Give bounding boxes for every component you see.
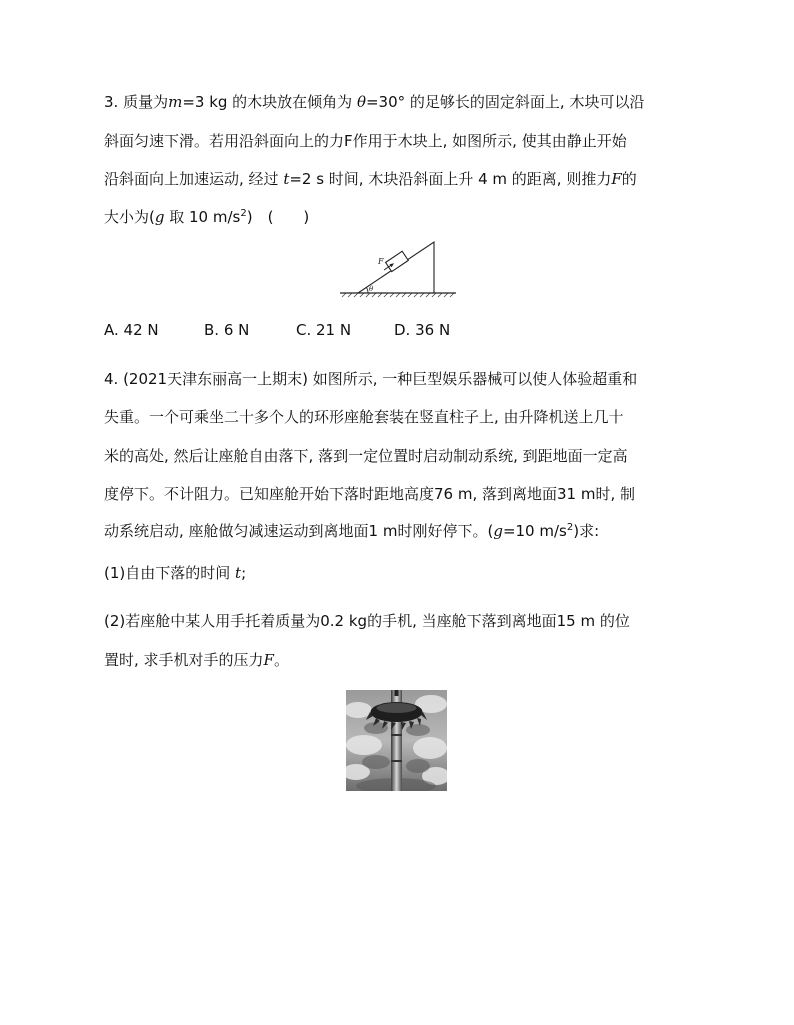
q3-line1-mid2: =30° 的足够长的固定斜面上, 木块可以沿 — [365, 93, 645, 111]
question-3-line-1 — [104, 92, 704, 112]
angle-arc — [366, 287, 368, 293]
choice-c[interactable]: C. 21 N — [296, 321, 352, 339]
force-label: F — [378, 257, 384, 266]
q3-line1-mid1: =3 kg 的木块放在倾角为 — [182, 93, 357, 111]
sub2-line2-post: 。 — [273, 651, 289, 669]
sub2-line2-pre: 置时, 求手机对手的压力 — [104, 651, 264, 669]
sub1-post: ; — [241, 564, 247, 582]
time-symbol-q4: t — [235, 564, 242, 582]
q3-line3-mid: =2 s 时间, 木块沿斜面上升 4 m 的距离, 则推力 — [289, 170, 612, 188]
tower-antenna — [395, 690, 399, 696]
tower-band — [391, 734, 402, 736]
question-3-line-3 — [104, 169, 704, 189]
question-4-line-3: 米的高处, 然后让座舱自由落下, 落到一定位置时启动制动系统, 到距地面一定高 — [104, 447, 628, 465]
exponent-2-q4: 2 — [566, 522, 574, 533]
exponent-2: 2 — [240, 208, 247, 219]
theta-symbol: θ — [356, 93, 366, 111]
question-4-line-1: 4. (2021天津东丽高一上期末) 如图所示, 一种巨型娱乐器械可以使人体验超重和 — [104, 370, 638, 388]
force-symbol-q4: F — [263, 651, 274, 669]
incline-diagram — [338, 236, 458, 300]
q4-line5-post: )求: — [573, 522, 600, 540]
q4-line5-mid: =10 m/s — [502, 522, 567, 540]
sub-question-1 — [104, 563, 704, 583]
angle-label: θ — [369, 285, 374, 293]
cabin-top — [377, 703, 417, 713]
answer-choices — [104, 320, 604, 340]
question-4-line-5 — [104, 521, 704, 541]
choice-a[interactable]: A. 42 N — [104, 321, 159, 339]
sub-question-2-line-1: (2)若座舱中某人用手托着质量为0.2 kg的手机, 当座舱下落到离地面15 m 的位 — [104, 612, 630, 630]
drop-tower-photo — [346, 690, 447, 791]
question-3-line-4 — [104, 207, 704, 227]
q3-line4-mid: 取 10 m/s — [164, 208, 241, 226]
q3-line3-pre: 沿斜面向上加速运动, 经过 — [104, 170, 284, 188]
question-4-line-2: 失重。一个可乘坐二十多个人的环形座舱套装在竖直柱子上, 由升降机送上几十 — [104, 408, 624, 426]
q4-line5-pre: 动系统启动, 座舱做匀减速运动到离地面1 m时刚好停下。( — [104, 522, 494, 540]
wooden-block — [386, 251, 409, 271]
time-symbol: t — [283, 170, 290, 188]
q3-line3-post: 的 — [621, 170, 637, 188]
answer-blank: ) ( ) — [246, 208, 310, 226]
gravity-symbol-q4: g — [493, 522, 503, 540]
choice-d[interactable]: D. 36 N — [394, 321, 451, 339]
choice-b[interactable]: B. 6 N — [204, 321, 250, 339]
force-symbol: F — [611, 170, 622, 188]
question-3-line-2: 斜面匀速下滑。若用沿斜面向上的力F作用于木块上, 如图所示, 使其由静止开始 — [104, 132, 627, 150]
q3-line4-pre: 大小为( — [104, 208, 155, 226]
gravity-symbol: g — [154, 208, 165, 226]
q3-line1-pre: 3. 质量为 — [104, 93, 169, 111]
tower-band-2 — [391, 760, 402, 762]
sub1-pre: (1)自由下落的时间 — [104, 564, 236, 582]
sub-question-2-line-2 — [104, 650, 704, 670]
ground-hatching — [342, 293, 454, 297]
mass-symbol: m — [168, 93, 183, 111]
question-4-line-4: 度停下。不计阻力。已知座舱开始下落时距地高度76 m, 落到离地面31 m时, 制 — [104, 485, 636, 503]
